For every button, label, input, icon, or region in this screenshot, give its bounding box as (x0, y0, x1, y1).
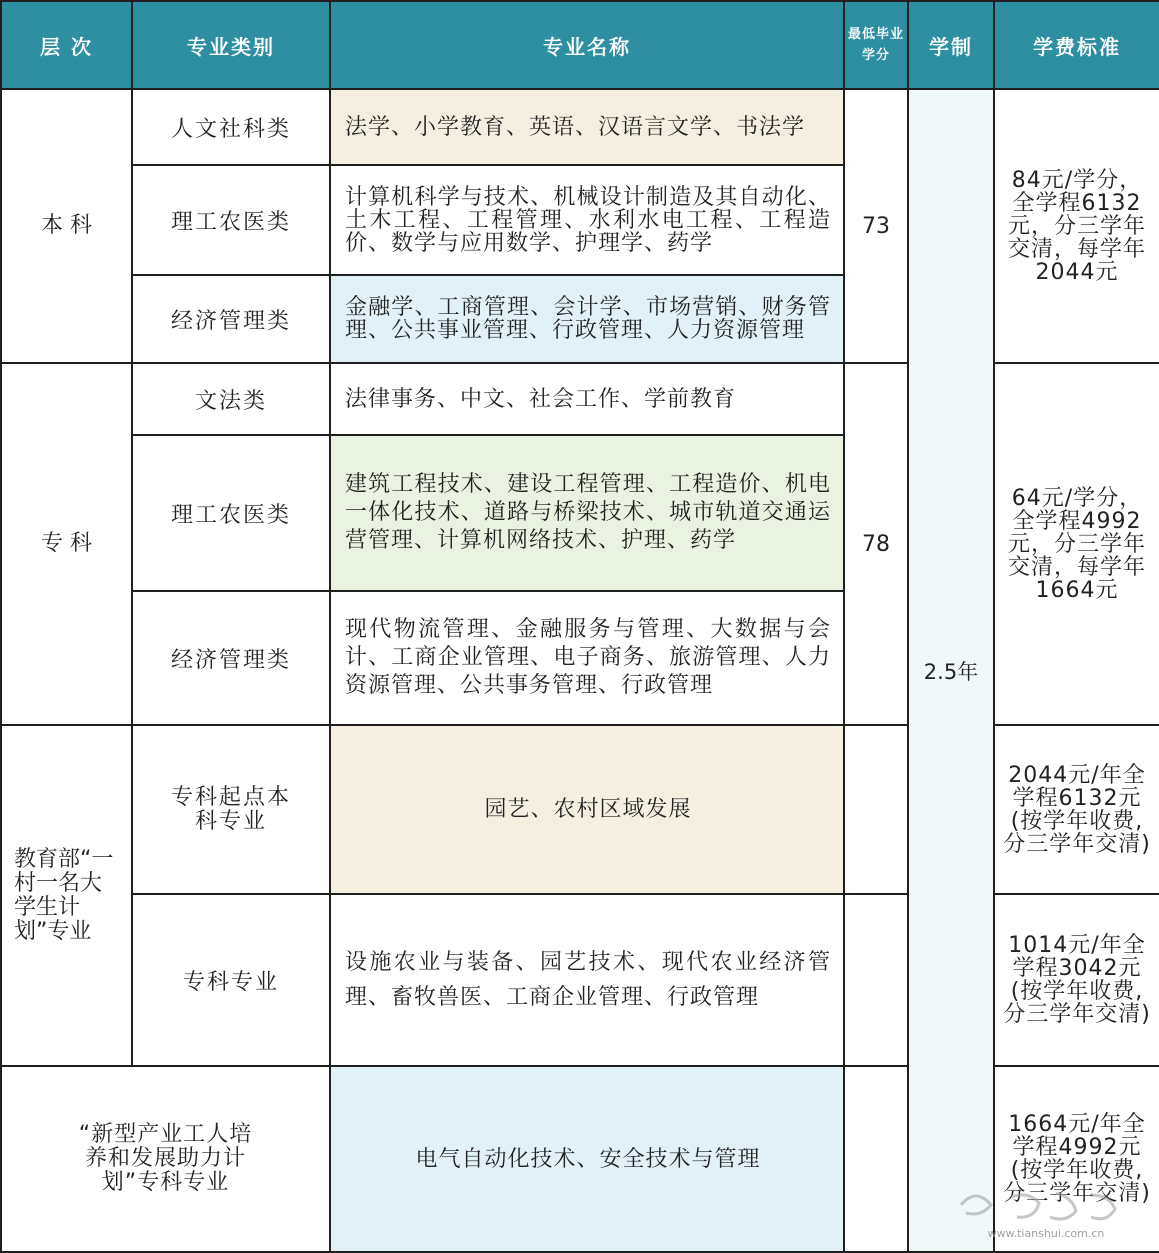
fee-benke: 84元/学分，全学程6132元，分三学年交清，每学年2044元 (994, 89, 1159, 363)
credits-benke: 73 (844, 89, 908, 363)
majors-cell: 设施农业与装备、园艺技术、现代农业经济管理、畜牧兽医、工商企业管理、行政管理 (330, 894, 844, 1066)
header-credits: 最低毕业学分 (844, 1, 908, 89)
majors-cell: 法律事务、中文、社会工作、学前教育 (330, 363, 844, 435)
level-benke: 本 科 (1, 89, 132, 363)
header-row (1, 1, 1159, 89)
watermark-text: www.tianshui.com.cn (987, 1227, 1105, 1240)
table-row (1, 89, 1159, 165)
fee-cell: 1014元/年全学程3042元(按学年收费,分三学年交清) (994, 894, 1159, 1066)
majors-cell: 电气自动化技术、安全技术与管理 (330, 1066, 844, 1252)
majors-cell: 计算机科学与技术、机械设计制造及其自动化、土木工程、工程管理、水利水电工程、工程造价、数学与应用数学、护理学、药学 (330, 165, 844, 275)
term-cell: 2.5年 (908, 89, 994, 1252)
credits-empty (844, 894, 908, 1066)
category-cell: 文法类 (132, 363, 330, 435)
credits-empty (844, 1066, 908, 1252)
category-cell: 人文社科类 (132, 89, 330, 165)
majors-cell: 金融学、工商管理、会计学、市场营销、财务管理、公共事业管理、行政管理、人力资源管理 (330, 275, 844, 363)
majors-cell: 园艺、农村区域发展 (330, 725, 844, 894)
credits-zhuanke: 78 (844, 363, 908, 725)
majors-cell: 法学、小学教育、英语、汉语言文学、书法学 (330, 89, 844, 165)
category-cell: 专科起点本科专业 (132, 725, 330, 894)
level-yicun: 教育部“一村一名大学生计划”专业 (1, 725, 132, 1066)
credits-empty (844, 725, 908, 894)
majors-cell: 现代物流管理、金融服务与管理、大数据与会计、工商企业管理、电子商务、旅游管理、人力资源管理、公共事务管理、行政管理 (330, 591, 844, 725)
header-term: 学制 (908, 1, 994, 89)
fee-zhuanke: 64元/学分，全学程4992元，分三学年交清，每学年1664元 (994, 363, 1159, 725)
header-major: 专业名称 (330, 1, 844, 89)
header-category: 专业类别 (132, 1, 330, 89)
fee-cell: 2044元/年全学程6132元(按学年收费,分三学年交清) (994, 725, 1159, 894)
level-zhuanke: 专 科 (1, 363, 132, 725)
majors-cell: 建筑工程技术、建设工程管理、工程造价、机电一体化技术、道路与桥梁技术、城市轨道交通运营管理、计算机网络技术、护理、药学 (330, 435, 844, 591)
level-xinxing: “新型产业工人培养和发展助力计划”专科专业 (1, 1066, 330, 1252)
category-cell: 理工农医类 (132, 165, 330, 275)
header-fee: 学费标准 (994, 1, 1159, 89)
header-level: 层 次 (1, 1, 132, 89)
fee-cell: 1664元/年全学程4992元(按学年收费,分三学年交清) (994, 1066, 1159, 1252)
category-cell: 理工农医类 (132, 435, 330, 591)
category-cell: 经济管理类 (132, 591, 330, 725)
category-cell: 专科专业 (132, 894, 330, 1066)
category-cell: 经济管理类 (132, 275, 330, 363)
